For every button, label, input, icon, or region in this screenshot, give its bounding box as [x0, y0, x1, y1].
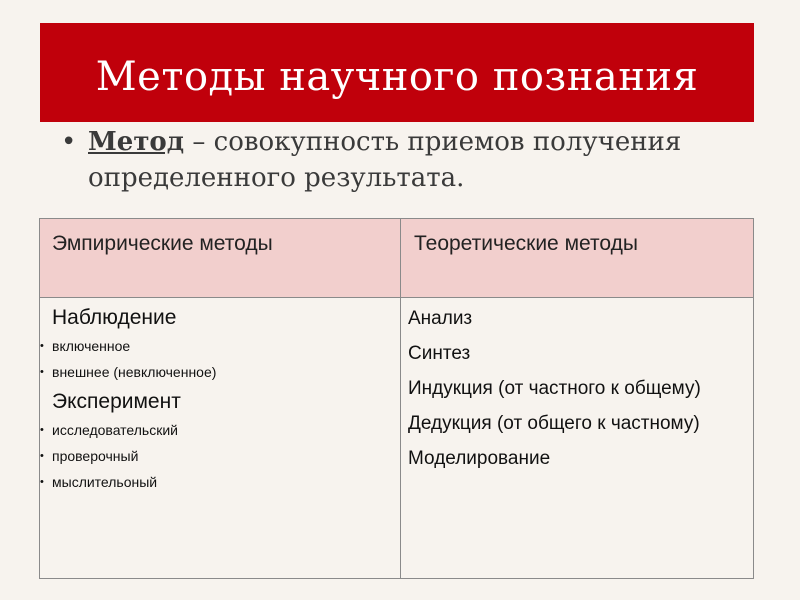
empirical-method: Наблюдение — [52, 306, 177, 329]
theoretical-method: Индукция (от частного к общему) — [408, 378, 701, 399]
bullet-marker: • — [61, 127, 77, 157]
definition-text: – совокупность приемов получения определенного результата. — [88, 127, 682, 193]
theoretical-method: Моделирование — [408, 448, 551, 469]
empirical-subitem: • внешнее (невключенное) — [40, 359, 400, 385]
empirical-method: Эксперимент — [52, 390, 181, 413]
theoretical-method: Синтез — [408, 343, 471, 364]
empirical-subitem: • исследовательский — [40, 417, 400, 443]
empirical-subitem: • включенное — [40, 333, 400, 359]
empirical-subitem: • проверочный — [40, 443, 400, 469]
theoretical-method: Анализ — [408, 308, 473, 329]
header-empirical: Эмпирические методы — [52, 232, 273, 255]
theoretical-method: Дедукция (от общего к частному) — [408, 413, 700, 434]
table-header-row — [40, 219, 753, 298]
slide-title: Методы научного познания — [95, 53, 699, 100]
title-banner — [40, 23, 754, 122]
definition-bullet — [61, 124, 778, 196]
empirical-subitem: • мыслительоный — [40, 469, 400, 495]
definition-term: Метод — [88, 127, 185, 157]
theoretical-column — [408, 307, 748, 482]
methods-table — [39, 218, 754, 579]
column-divider — [400, 219, 401, 578]
empirical-column — [40, 303, 400, 495]
header-theoretical: Теоретические методы — [414, 232, 638, 255]
